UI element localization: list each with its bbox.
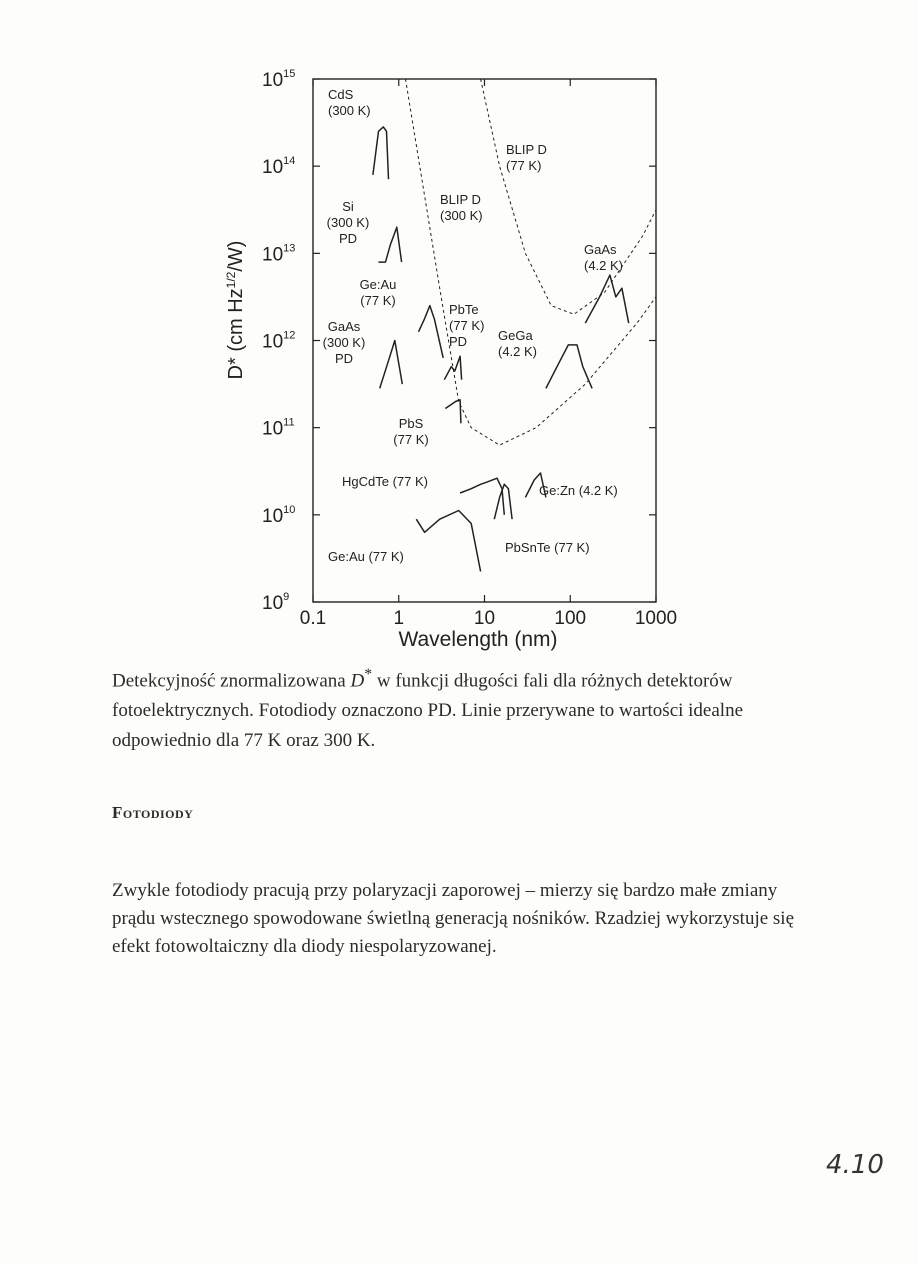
page-number: 4.10 <box>826 1150 884 1180</box>
series-blip-d-77-k <box>481 79 656 314</box>
curve-label-cds-300-k: CdS (300 K) <box>328 87 371 118</box>
curve-label-pbs-77-k: PbS (77 K) <box>393 416 429 447</box>
curve-label-blip-d-300-k: BLIP D (300 K) <box>440 192 483 223</box>
curve-label-ge-au-77-k: Ge:Au (77 K) <box>328 549 404 564</box>
curve-label-pbte-77-k-pd: PbTe (77 K) PD <box>449 302 485 349</box>
caption-symbol-sup: * <box>364 666 373 683</box>
caption-symbol: D <box>350 670 365 692</box>
x-tick-label: 1 <box>393 608 405 629</box>
curve-label-blip-d-77-k: BLIP D (77 K) <box>506 142 547 173</box>
curve-label-pbsnte-77-k: PbSnTe (77 K) <box>505 540 590 555</box>
y-tick-label: $10^{15}$ <box>262 68 296 91</box>
series-pbs-77-k <box>445 400 461 424</box>
series-gaas-4-2-k <box>585 275 628 323</box>
y-tick-label: $10^{11}$ <box>262 416 295 440</box>
y-tick-label: $10^{10}$ <box>262 503 296 527</box>
y-axis-label: D* (cm $Hz^{1/2}/W$) <box>224 240 247 380</box>
curve-label-hgcdte-77-k: HgCdTe (77 K) <box>342 474 428 489</box>
caption-text-start: Detekcyjność znormalizowana <box>112 670 351 692</box>
curve-label-gega-4-2-k: GeGa (4.2 K) <box>498 328 538 359</box>
series-pbte-77-k-pd <box>444 356 461 380</box>
series-ge-au-77-k-upper <box>419 306 444 358</box>
x-tick-label: 1000 <box>634 608 678 629</box>
curve-label-si-300-k-pd: Si (300 K) PD <box>326 199 370 246</box>
y-tick-label: $10^{12}$ <box>262 329 296 353</box>
x-tick-label: 0.1 <box>299 608 327 629</box>
series-si-300-k-pd <box>379 227 402 262</box>
curve-label-ge-zn-4-2-k: Ge:Zn (4.2 K) <box>539 483 618 498</box>
series-ge-au-77-k-lower <box>416 511 480 572</box>
series-cds-300-k <box>373 127 389 179</box>
curve-label-gaas-300-k-pd: GaAs (300 K) PD <box>322 319 366 366</box>
section-heading: Fotodiody <box>112 803 194 822</box>
x-tick-label: 100 <box>554 608 587 629</box>
series-gaas-300-k-pd <box>380 341 403 389</box>
curve-label-gaas-4-2-k: GaAs (4.2 K) <box>584 242 624 273</box>
y-tick-label: $10^{14}$ <box>262 155 296 179</box>
y-tick-label: $10^{13}$ <box>262 242 296 266</box>
y-tick-label: $10^9$ <box>262 591 290 614</box>
figure-caption <box>112 660 802 756</box>
body-paragraph: Zwykle fotodiody pracują przy polaryzacji zaporowej – mierzy się bardzo małe zmiany prądu wstecznego spowodowane świetlną generacją nośników. Rzadziej wykorzystuje się efekt fotowoltaiczny dla diody niespolaryzowanej. <box>112 880 795 957</box>
x-tick-label: 10 <box>473 608 496 629</box>
series-hgcdte-77-k <box>460 478 504 515</box>
x-axis-label: Wavelength (nm) <box>398 628 558 651</box>
caption-text-end: w funkcji długości fali dla różnych detektorów fotoelektrycznych. Fotodiody oznaczono PD. Linie przerywane to wartości idealne odpowiednio dla 77 K oraz 300 K. <box>112 670 744 752</box>
curve-label-ge-au-77-k: Ge:Au (77 K) <box>359 277 397 308</box>
series-gega-4-2-k <box>546 345 592 389</box>
